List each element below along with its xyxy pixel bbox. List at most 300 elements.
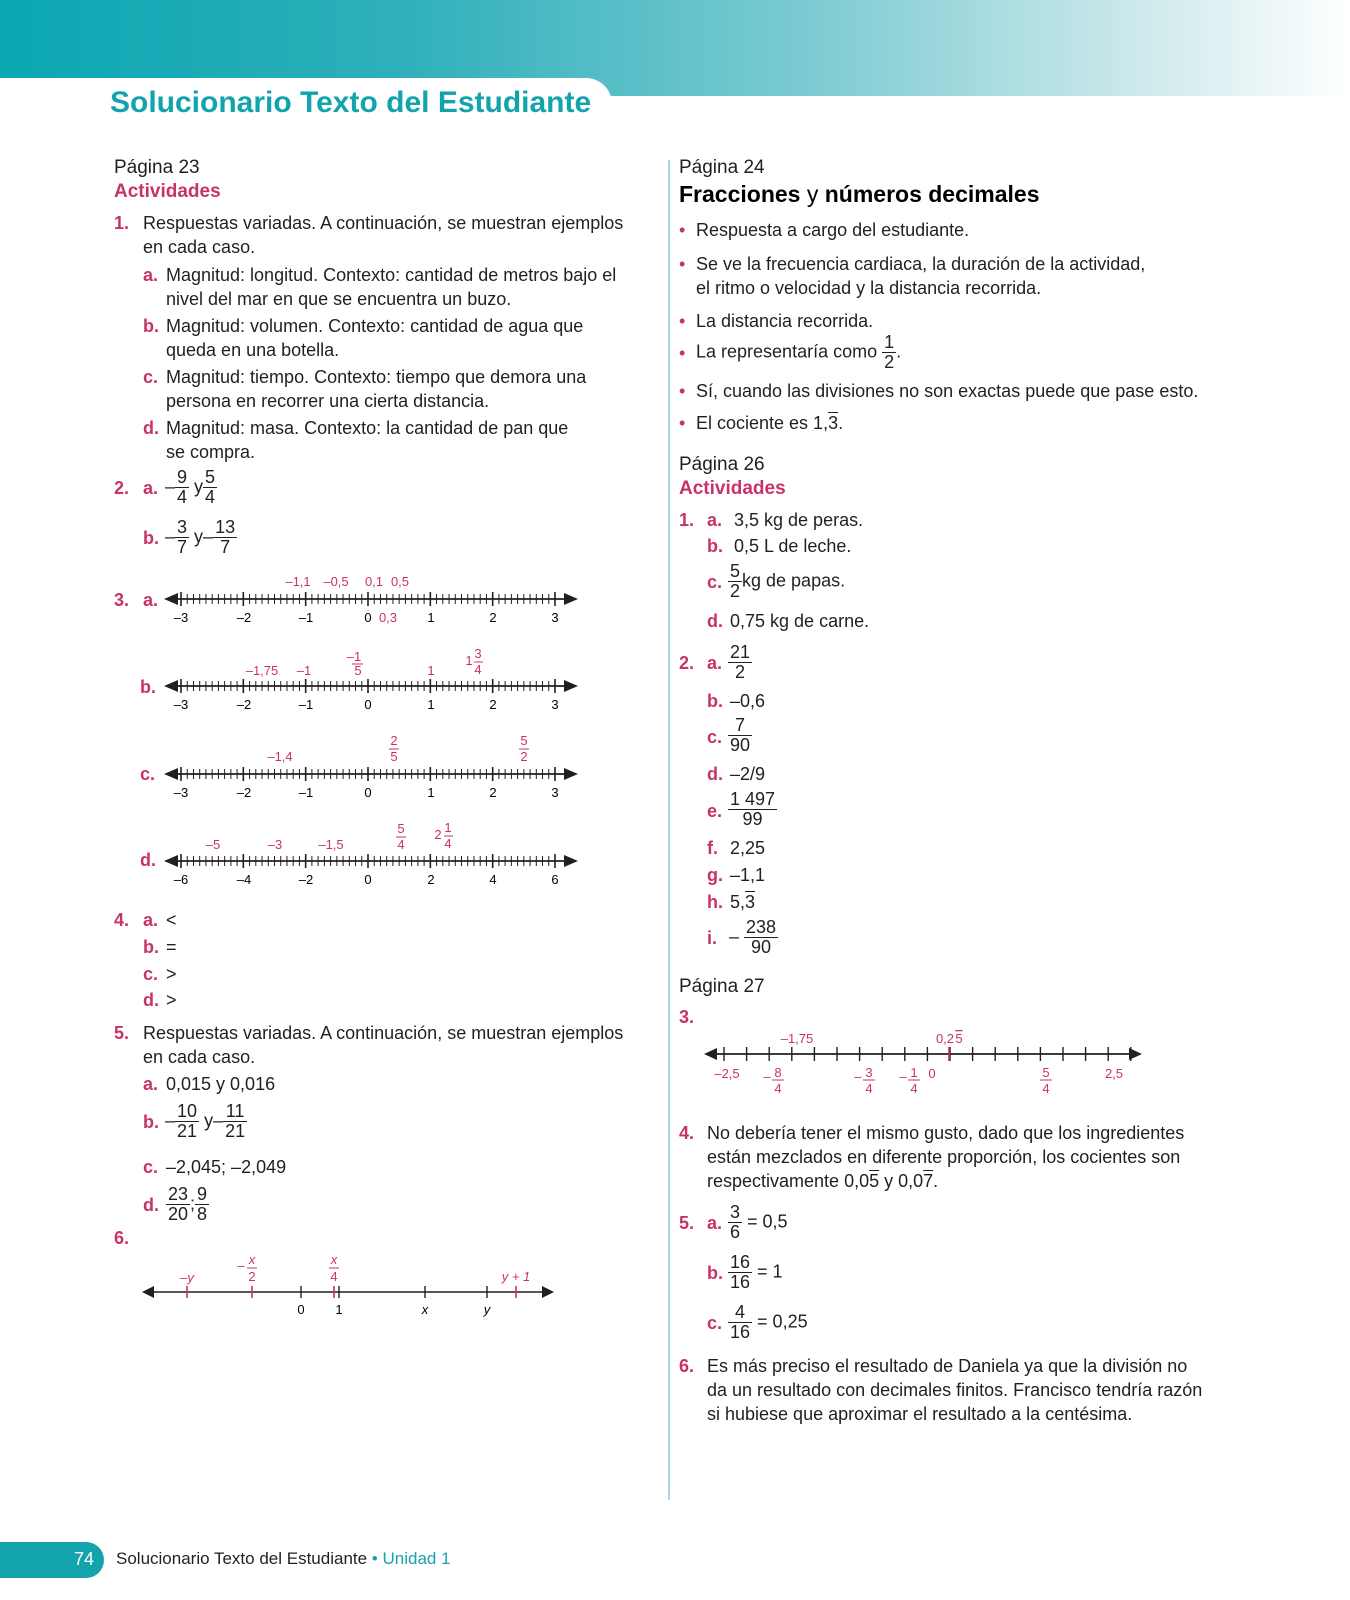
- fraction: [175, 468, 189, 507]
- mark-label: 5: [1042, 1065, 1050, 1080]
- footer-title: Solucionario Texto del Estudiante: [116, 1549, 368, 1568]
- tick-label: 2: [489, 610, 497, 625]
- r2d-letter: d.: [707, 764, 723, 784]
- q1d-line2: se compra.: [166, 442, 256, 462]
- q1c-line2: persona en recorrer una cierta distancia.: [166, 391, 490, 411]
- tick-label: 2: [489, 785, 497, 800]
- r2h-letter: h.: [707, 892, 723, 912]
- minus-sign: –: [729, 926, 740, 947]
- mark-label: –3: [267, 837, 283, 852]
- r2e-answer: [728, 790, 777, 829]
- mark-label: –5: [205, 837, 221, 852]
- bullet: •: [679, 343, 686, 363]
- mark-label: x: [248, 1252, 256, 1267]
- q1-text-line2: en cada caso.: [143, 237, 256, 257]
- r5c-letter: c.: [707, 1313, 723, 1333]
- numerator: 1 497: [730, 789, 776, 809]
- q5c-letter: c.: [143, 1157, 159, 1177]
- mark-label: 4: [774, 1081, 782, 1096]
- bullet: •: [679, 413, 686, 433]
- tick-label: –2: [298, 872, 314, 887]
- denominator: 7: [177, 537, 188, 557]
- axis: [164, 679, 578, 693]
- q6-number: 6.: [114, 1228, 130, 1248]
- r2c-letter: c.: [707, 727, 723, 747]
- numerator: 3: [730, 1202, 741, 1222]
- mark-label: x: [330, 1252, 338, 1267]
- q1d-letter: d.: [143, 418, 159, 438]
- page-23-heading: Página 23: [114, 157, 200, 178]
- q4a-letter: a.: [143, 910, 159, 930]
- numerator: 9: [177, 467, 188, 487]
- arrow-right: [564, 593, 578, 605]
- footer-separator: •: [367, 1549, 383, 1568]
- tick-label: y: [483, 1302, 491, 1317]
- denominator: 99: [742, 809, 763, 829]
- q1b-letter: b.: [143, 316, 159, 336]
- r3-number: 3.: [679, 1007, 695, 1027]
- arrow-left: [164, 680, 178, 692]
- r2f-letter: f.: [707, 838, 718, 858]
- q2b-answer: [165, 518, 237, 557]
- tick-label: 0: [364, 610, 372, 625]
- arrow-left: [704, 1048, 717, 1060]
- r1c-letter: c.: [707, 572, 723, 592]
- fraction: [744, 918, 778, 957]
- answer-text: = 0,5: [747, 1211, 788, 1232]
- q5d-letter: d.: [143, 1195, 159, 1215]
- tick-label: 1: [427, 610, 435, 625]
- repeating-digit: 5: [869, 1171, 880, 1191]
- tick-label: 6: [551, 872, 559, 887]
- q1-text-line1: Respuestas variadas. A continuación, se muestran ejemplos: [143, 213, 624, 233]
- tick-label: 1: [427, 785, 435, 800]
- tick-label: –2: [236, 785, 252, 800]
- header-banner: [0, 0, 1350, 96]
- mark-label: 5: [354, 663, 362, 678]
- arrow-right: [564, 855, 578, 867]
- r5a-letter: a.: [707, 1213, 723, 1233]
- numerator: 13: [215, 517, 236, 537]
- r2i-letter: i.: [707, 928, 718, 948]
- bullet-text-1: Respuesta a cargo del estudiante.: [696, 220, 970, 240]
- q3a-letter: a.: [143, 590, 159, 610]
- r2c-answer: [728, 716, 752, 755]
- r5b-letter: b.: [707, 1263, 723, 1283]
- heading-part: Fracciones: [679, 181, 801, 207]
- mark-label: –1: [346, 649, 362, 664]
- r1a-letter: a.: [707, 510, 723, 530]
- fraction: [203, 468, 217, 507]
- repeating-digit: 7: [923, 1171, 934, 1191]
- arrow-right: [542, 1286, 554, 1298]
- bullet-text: El cociente es 1,: [696, 413, 829, 433]
- mark-label: 1: [910, 1065, 918, 1080]
- r5a-answer: [728, 1203, 788, 1242]
- q2a-letter: a.: [143, 478, 159, 498]
- answer-text: = 1: [757, 1261, 783, 1282]
- tick-label: 2: [489, 697, 497, 712]
- fraction: [175, 1102, 199, 1141]
- q1-number: 1.: [114, 213, 130, 233]
- fraction: [175, 518, 189, 557]
- heading-part: números decimales: [824, 181, 1040, 207]
- fraction: [728, 562, 742, 601]
- arrow-right: [564, 680, 578, 692]
- q4-number: 4.: [114, 910, 130, 930]
- r2-number: 2.: [679, 653, 695, 673]
- denominator: 90: [751, 937, 772, 957]
- denominator: 2: [735, 662, 746, 682]
- page-24-heading: Página 24: [679, 157, 765, 178]
- mark-label: 0,2: [935, 1031, 955, 1046]
- q4b-letter: b.: [143, 937, 159, 957]
- mark-label: –1,5: [318, 837, 344, 852]
- q5a-answer: 0,015 y 0,016: [166, 1074, 276, 1094]
- tick-label: –1: [298, 697, 314, 712]
- tick-label: 3: [551, 697, 559, 712]
- q3-number-lines: [160, 565, 590, 895]
- minus-sign: –: [213, 1110, 224, 1131]
- tick-label: –6: [173, 872, 189, 887]
- r2b-letter: b.: [707, 691, 723, 711]
- bullet: •: [679, 220, 686, 240]
- separator: ;: [190, 1193, 196, 1214]
- q3c-letter: c.: [140, 764, 156, 784]
- q5c-answer: –2,045; –2,049: [166, 1157, 287, 1177]
- mark-label: 1: [465, 653, 473, 668]
- axis: [164, 854, 578, 868]
- q4d-answer: >: [166, 990, 177, 1010]
- r6-line1: Es más preciso el resultado de Daniela ya que la división no: [707, 1356, 1188, 1376]
- numerator: 7: [728, 716, 752, 736]
- bullet: •: [679, 254, 686, 274]
- number-line-a: [164, 574, 578, 625]
- r6-number: 6.: [679, 1356, 695, 1376]
- mark-label: 2: [434, 827, 442, 842]
- p27-number-line: [700, 1024, 1150, 1104]
- q1c-line1: Magnitud: tiempo. Contexto: tiempo que demora una: [166, 367, 587, 387]
- q2-number: 2.: [114, 478, 130, 498]
- r5c-answer: [728, 1303, 808, 1342]
- numerator: 23: [168, 1184, 189, 1204]
- mark-label: –: [854, 1069, 862, 1084]
- denominator: 21: [225, 1121, 246, 1141]
- mark-label: –2,5: [714, 1066, 740, 1081]
- mark-label: 5: [520, 733, 528, 748]
- mark-label: 2: [520, 749, 528, 764]
- mark-label: 5: [397, 821, 405, 836]
- numerator: 5: [205, 467, 216, 487]
- arrow-right: [564, 768, 578, 780]
- numerator: 238: [746, 917, 777, 937]
- q4a-answer: <: [166, 910, 177, 930]
- denominator: 20: [168, 1204, 189, 1224]
- numerator: 11: [223, 1102, 247, 1122]
- mark-label: –: [899, 1069, 907, 1084]
- q5b-letter: b.: [143, 1112, 159, 1132]
- r1a-answer: 3,5 kg de peras.: [734, 510, 864, 530]
- heading-part: y: [800, 181, 825, 207]
- q1a-letter: a.: [143, 265, 159, 285]
- q1a-line1: Magnitud: longitud. Contexto: cantidad de metros bajo el: [166, 265, 617, 285]
- page-26-heading: Página 26: [679, 454, 765, 475]
- bullet-text-2-line1: Se ve la frecuencia cardiaca, la duración de la actividad,: [696, 254, 1146, 274]
- mark-label: 4: [474, 662, 482, 677]
- bullet-text-6: El cociente es 1,3.: [696, 413, 844, 433]
- tick-label: –2: [236, 610, 252, 625]
- q5-number: 5.: [114, 1023, 130, 1043]
- tick-label: x: [421, 1302, 429, 1317]
- answer-text: .: [933, 1171, 939, 1191]
- tick-label: –2: [236, 697, 252, 712]
- mark-label: –1,1: [285, 574, 311, 589]
- answer-text: respectivamente 0,0: [707, 1171, 870, 1191]
- tick-label: 0: [364, 785, 372, 800]
- mark-label: 3: [865, 1065, 873, 1080]
- answer-text: y 0,0: [879, 1171, 924, 1191]
- r2g-letter: g.: [707, 865, 723, 885]
- r2a-answer: [728, 643, 752, 682]
- numerator: 16: [730, 1252, 751, 1272]
- mark-label: 4: [910, 1081, 918, 1096]
- tick-label: 4: [489, 872, 497, 887]
- numerator: 21: [730, 642, 751, 662]
- axis: [164, 592, 578, 606]
- q3b-letter: b.: [140, 677, 156, 697]
- mark-label: –1,4: [267, 749, 293, 764]
- r6-line3: si hubiese que aproximar el resultado a la centésima.: [707, 1404, 1133, 1424]
- tick-label: –3: [173, 785, 189, 800]
- conjunction: y: [194, 526, 204, 547]
- mark-label: 4: [397, 837, 405, 852]
- q1c-letter: c.: [143, 367, 159, 387]
- tick-label: 1: [335, 1302, 343, 1317]
- mark-label: –1: [296, 663, 312, 678]
- bullet-text-5: Sí, cuando las divisiones no son exactas puede que pase esto.: [696, 381, 1199, 401]
- mark-label: 5: [390, 749, 398, 764]
- r1c-answer: [728, 562, 845, 601]
- mark-label: 4: [865, 1081, 873, 1096]
- minus-sign: –: [165, 476, 176, 497]
- denominator: 8: [197, 1204, 208, 1224]
- fraction: [195, 1185, 209, 1224]
- mark-label: y + 1: [501, 1269, 531, 1284]
- fraction: [728, 1253, 752, 1292]
- axis: [164, 767, 578, 781]
- q4c-letter: c.: [143, 964, 159, 984]
- bullet: •: [679, 381, 686, 401]
- mark-label: –: [237, 1258, 245, 1273]
- fraction: [728, 1303, 752, 1342]
- numerator: 3: [177, 517, 188, 537]
- minus-sign: –: [165, 1110, 176, 1131]
- tick-label: 3: [551, 785, 559, 800]
- denominator: 7: [220, 537, 231, 557]
- q5d-answer: [166, 1185, 209, 1224]
- q4c-answer: >: [166, 964, 177, 984]
- fraction: [728, 790, 777, 829]
- mark-label: –1,75: [780, 1031, 814, 1046]
- q3-number: 3.: [114, 590, 130, 610]
- r1b-letter: b.: [707, 536, 723, 556]
- footer-unit: Unidad 1: [382, 1549, 451, 1568]
- tick-label: 0: [364, 697, 372, 712]
- column-divider: [668, 160, 670, 1500]
- r2h-answer: [730, 891, 755, 913]
- q1a-line2: nivel del mar en que se encuentra un buzo.: [166, 289, 512, 309]
- answer-text: kg de papas.: [742, 570, 846, 591]
- arrow-left: [142, 1286, 154, 1298]
- conjunction: y: [204, 1110, 214, 1131]
- tick-label: –3: [173, 610, 189, 625]
- q1b-line2: queda en una botella.: [166, 340, 340, 360]
- mark-label: 2: [248, 1269, 256, 1284]
- q1d-line1: Magnitud: masa. Contexto: la cantidad de pan que: [166, 418, 569, 438]
- mark-label: 4: [330, 1269, 338, 1284]
- q2a-answer: [165, 468, 217, 507]
- q6-number-line: [140, 1248, 560, 1323]
- tick-label: –4: [236, 872, 252, 887]
- denominator: 16: [730, 1322, 751, 1342]
- r4-number: 4.: [679, 1123, 695, 1143]
- mark-label: 5: [955, 1031, 963, 1046]
- q5-text-line2: en cada caso.: [143, 1047, 256, 1067]
- answer-text: 5,: [730, 892, 746, 912]
- activities-heading: Actividades: [114, 181, 221, 202]
- numerator: 5: [730, 561, 741, 581]
- mark-label: –y: [180, 1270, 194, 1285]
- denominator: 90: [730, 735, 751, 755]
- q2b-letter: b.: [143, 528, 159, 548]
- denominator: 2: [884, 352, 895, 372]
- r2f-answer: 2,25: [730, 838, 766, 858]
- denominator: 4: [177, 487, 188, 507]
- page-title: Solucionario Texto del Estudiante: [110, 86, 592, 119]
- mark-label: 0,1: [364, 574, 384, 589]
- mark-label: 1: [427, 663, 435, 678]
- repeating-digit: 3: [745, 892, 756, 912]
- activities-heading-2: Actividades: [679, 478, 786, 499]
- tick-label: 2: [427, 872, 435, 887]
- mark-label: 8: [774, 1065, 782, 1080]
- bullet-text-2-line2: el ritmo o velocidad y la distancia recorrida.: [696, 278, 1042, 298]
- tick-label: 0: [364, 872, 372, 887]
- r1b-answer: 0,5 L de leche.: [734, 536, 852, 556]
- q3d-letter: d.: [140, 850, 156, 870]
- mark-label: 4: [444, 836, 452, 851]
- footer-text: [116, 1549, 451, 1569]
- section-heading: [679, 183, 1040, 205]
- arrow-left: [164, 593, 178, 605]
- fraction: [882, 333, 896, 372]
- bullet-text-4: La representaría como $\frac{1}{2}$ .: [696, 332, 902, 372]
- bullet: •: [679, 311, 686, 331]
- mark-label: 4: [1042, 1081, 1050, 1096]
- mark-label: 3: [474, 646, 482, 661]
- number-line-c: [164, 733, 578, 800]
- r4-line2: están mezclados en diferente proporción, los cocientes son: [707, 1147, 1181, 1167]
- number-line-d: [164, 820, 578, 887]
- q1b-line1: Magnitud: volumen. Contexto: cantidad de agua que: [166, 316, 584, 336]
- r1d-letter: d.: [707, 611, 723, 631]
- denominator: 6: [730, 1222, 741, 1242]
- q4d-letter: d.: [143, 990, 159, 1010]
- r2d-answer: –2/9: [730, 764, 766, 784]
- r1d-answer: 0,75 kg de carne.: [730, 611, 870, 631]
- page-27-heading: Página 27: [679, 976, 765, 997]
- numerator: 4: [728, 1303, 752, 1323]
- numerator: 1: [884, 332, 895, 352]
- arrow-left: [164, 855, 178, 867]
- tick-label: –1: [298, 610, 314, 625]
- repeating-digit: 3: [828, 413, 839, 433]
- tick-label: 1: [427, 697, 435, 712]
- r1-number: 1.: [679, 510, 695, 530]
- tick-label: –3: [173, 697, 189, 712]
- q4b-answer: =: [166, 937, 177, 957]
- fraction: [213, 518, 237, 557]
- conjunction: y: [194, 476, 204, 497]
- arrow-left: [164, 768, 178, 780]
- denominator: 2: [730, 581, 741, 601]
- mark-label: 2: [390, 733, 398, 748]
- number-line-b: [164, 646, 578, 712]
- minus-sign: –: [165, 526, 176, 547]
- mark-label: 0,5: [390, 574, 410, 589]
- mark-label: –0,5: [323, 574, 349, 589]
- mark-label: 1: [444, 820, 452, 835]
- fraction: [728, 643, 752, 682]
- mark-label: –: [763, 1069, 771, 1084]
- tick-label: –1: [298, 785, 314, 800]
- mark-label: 0: [928, 1066, 936, 1081]
- denominator: 4: [205, 487, 216, 507]
- r2b-answer: –0,6: [730, 691, 766, 711]
- tick-label: 3: [551, 610, 559, 625]
- numerator: 10: [177, 1101, 198, 1121]
- r5b-answer: [728, 1253, 783, 1292]
- page-number: 74: [74, 1549, 95, 1569]
- r6-line2: da un resultado con decimales finitos. Francisco tendría razón: [707, 1380, 1203, 1400]
- r2g-answer: –1,1: [730, 865, 766, 885]
- mark-label: 0,3: [378, 610, 398, 625]
- mark-label: 2,5: [1104, 1066, 1124, 1081]
- fraction: [166, 1185, 190, 1224]
- q5b-answer: [165, 1102, 247, 1141]
- denominator: 21: [177, 1121, 198, 1141]
- minus-sign: –: [203, 526, 214, 547]
- q5-text-line1: Respuestas variadas. A continuación, se muestran ejemplos: [143, 1023, 624, 1043]
- r4-line1: No debería tener el mismo gusto, dado que los ingredientes: [707, 1123, 1185, 1143]
- bullet-text-3: La distancia recorrida.: [696, 311, 874, 331]
- fraction: [728, 716, 752, 755]
- r2a-letter: a.: [707, 653, 723, 673]
- bullet-text: La representaría como: [696, 341, 878, 362]
- r2e-letter: e.: [707, 801, 723, 821]
- mark-label: –1,75: [245, 663, 279, 678]
- denominator: 16: [730, 1272, 751, 1292]
- answer-text: = 0,25: [757, 1311, 808, 1332]
- r5-number: 5.: [679, 1213, 695, 1233]
- r4-line3: [707, 1170, 938, 1192]
- fraction: [223, 1102, 247, 1141]
- fraction: [728, 1203, 742, 1242]
- r2i-answer: [729, 918, 778, 957]
- numerator: 9: [197, 1184, 208, 1204]
- tick-label: 0: [297, 1302, 305, 1317]
- q5a-letter: a.: [143, 1074, 159, 1094]
